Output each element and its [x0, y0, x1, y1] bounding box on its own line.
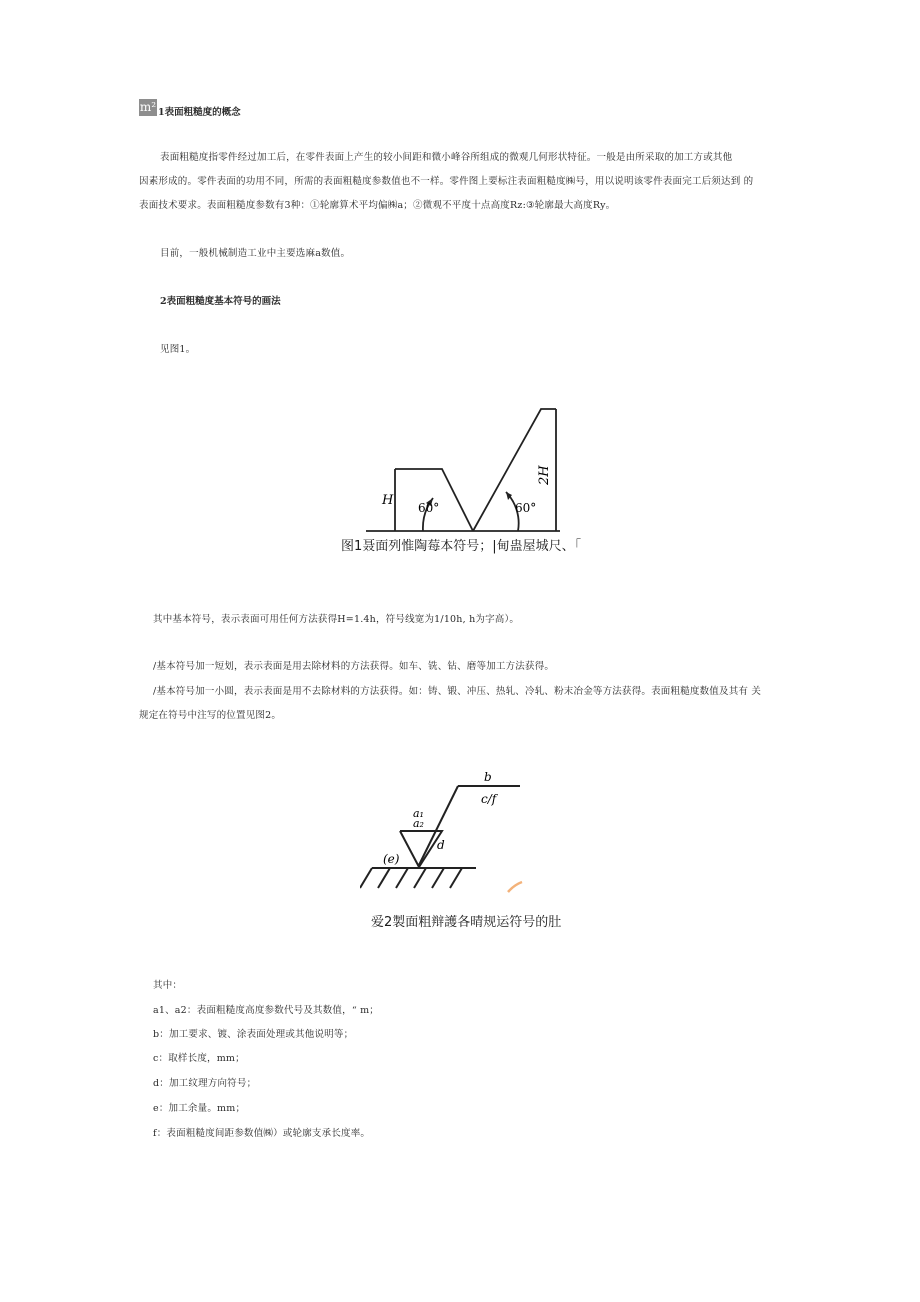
figure2-diagram [360, 765, 560, 913]
text-line3: /基本符号加一小圆，表示表面是用不去除材料的方法获得。如：铸、锻、冲压、热轧、冷轧、粉末冶金等方法获得。表面粗糙度数值及其有 关 [153, 686, 762, 697]
text-line4: 规定在符号中注写的位置见图2。 [139, 710, 282, 721]
see-figure-text: 见图1。 [160, 344, 196, 355]
label-b: b [484, 770, 492, 784]
label-h: H [382, 493, 394, 508]
text-line2: /基本符号加一短划，表示表面是用去除材料的方法获得。如车、铣、钻、磨等加工方法获得。 [153, 661, 555, 672]
label-e: (e) [383, 852, 400, 866]
para1-line1: 表面粗糙度指零件经过加工后，在零件表面上产生的较小间距和微小峰谷所组成的微观几何形状特征。一般是由所采取的加工方或其他 [160, 152, 733, 163]
para1-line2: 因素形成的。零件表面的功用不同，所需的表面粗糙度参数值也不一样。零件图上要标注表面粗糙度㈱号，用以说明该零件表面完工后须达到 的 [139, 176, 754, 187]
text-line1: 其中基本符号，表示表面可用任何方法获得H=1.4h，符号线宽为1/10h, h为字高）。 [153, 614, 520, 625]
legend-item: a1、a2：表面粗糙度高度参数代号及其数值，“ m； [153, 1005, 380, 1016]
label-a1: a₁ [413, 807, 424, 820]
label-cf: c/f [481, 792, 497, 806]
legend-intro: 其中： [153, 980, 183, 991]
label-d: d [437, 838, 445, 852]
legend-item: f：表面粗糙度间距参数值㈱）或轮廓支承长度率。 [153, 1128, 371, 1139]
label-2h: 2H [537, 465, 552, 485]
legend-item: b：加工要求、镀、涂表面处理或其他说明等； [153, 1029, 354, 1040]
figure1-diagram [360, 400, 610, 535]
para1-line3: 表面技术要求。表面粗糙度参数有3种：①轮廓算术平均偏㈱a；②微观不平度十点高度Rz:③轮廓最大高度Ry。 [139, 200, 616, 211]
section1-heading: 1表面粗糙度的概念 [158, 107, 241, 118]
figure1-caption: 图1聂面列惟陶莓本符号；|甸蛊屋城尺、「 [341, 539, 582, 554]
para2: 目前，一般机械制造工业中主要选麻a数值。 [160, 248, 351, 259]
legend-item: e：加工余量。mm； [153, 1103, 246, 1114]
highlight-mark [508, 882, 522, 892]
legend-item: c：取样长度，mm； [153, 1053, 245, 1064]
legend-item: d：加工纹理方向符号； [153, 1078, 257, 1089]
section2-heading: 2表面粗糙度基本符号的画法 [160, 296, 281, 307]
symbol-long-arm [419, 786, 458, 865]
figure2-caption: 爱2製面粗辩護各晴规运符号的肚 [371, 915, 562, 930]
angle-label-left: 60° [418, 501, 440, 515]
label-a2: a₂ [413, 817, 424, 830]
symbol-short-arm [395, 469, 473, 531]
logo-icon: m² [139, 100, 157, 114]
angle-label-right: 60° [515, 501, 537, 515]
